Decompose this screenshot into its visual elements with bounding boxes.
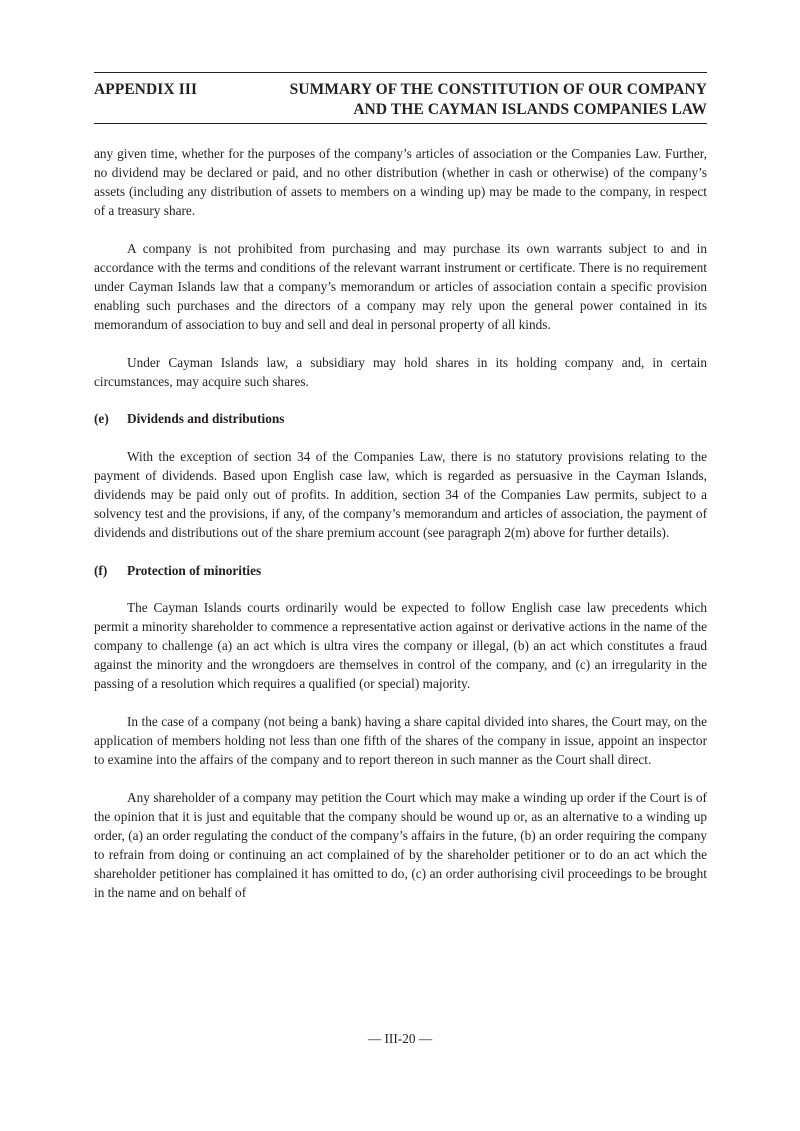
paragraph-subsidiary: Under Cayman Islands law, a subsidiary may hold shares in its holding company and, in certain circumstances, may acquire such shares. <box>94 354 707 389</box>
paragraph-continued: any given time, whether for the purposes of the company’s articles of association or the Companies Law. Further, no dividend may be declared or paid, and no other distribution (whether in cash or otherwise) of the company’s assets (including any distribution of assets to members on a winding up) may be made to the company, in respect of a treasury share. <box>94 146 707 219</box>
document-body <box>94 144 707 921</box>
section-title: Dividends and distributions <box>127 411 285 427</box>
section-title: Protection of minorities <box>127 562 262 578</box>
paragraph-dividends: With the exception of section 34 of the Companies Law, there is no statutory provisions relating to the payment of dividends. Based upon English case law, which is regarded as persuasive in the Cayman Islands, dividends may be paid only out of profits. In addition, section 34 of the Companies Law permits, subject to a solvency test and the provisions, if any, of the company’s memorandum and articles of association, the payment of dividends and distributions out of the share premium account (see paragraph 2(m) above for further details). <box>94 448 707 541</box>
section-heading-minorities <box>94 561 707 580</box>
section-label: (e) <box>94 411 109 427</box>
header-title-line-1: SUMMARY OF THE CONSTITUTION OF OUR COMPANY <box>289 81 707 98</box>
header-title-line-2: AND THE CAYMAN ISLANDS COMPANIES LAW <box>353 101 707 118</box>
paragraph-inspector: In the case of a company (not being a bank) having a share capital divided into shares, the Court may, on the application of members holding not less than one fifth of the shares of the company in issue, appoint an inspector to examine into the affairs of the company and to report thereon in such manner as the Court shall direct. <box>94 713 707 768</box>
header-top-rule <box>94 72 707 73</box>
paragraph-warrants: A company is not prohibited from purchasing and may purchase its own warrants subject to and in accordance with the terms and conditions of the relevant warrant instrument or certificate. There is no requirement under Cayman Islands law that a company’s memorandum or articles of association contain a specific provision enabling such purchases and the directors of a company may rely upon the general power contained in its memorandum of association to buy and sell and deal in personal property of all kinds. <box>94 240 707 333</box>
appendix-label: APPENDIX III <box>94 81 198 98</box>
header-bottom-rule <box>94 123 707 124</box>
paragraph-petition: Any shareholder of a company may petition the Court which may make a winding up order if the Court is of the opinion that it is just and equitable that the company should be wound up or, as an alternative to a winding up order, (a) an order regulating the conduct of the company’s affairs in the future, (b) an order requiring the company to refrain from doing or continuing an act complained of by the shareholder petitioner or to do an act which the shareholder petitioner has complained it has omitted to do, (c) an order authorising civil proceedings to be brought in the name and on behalf of <box>94 789 707 901</box>
page-number: — III-20 — <box>367 1031 433 1046</box>
section-label: (f) <box>94 562 108 578</box>
paragraph-case-law: The Cayman Islands courts ordinarily would be expected to follow English case law precedents which permit a minority shareholder to commence a representative action against or derivative actions in the name of the company to challenge (a) an act which is ultra vires the company or illegal, (b) an act which constitutes a fraud against the minority and the wrongdoers are themselves in control of the company, and (c) an irregularity in the passing of a resolution which requires a qualified (or special) majority. <box>94 600 707 692</box>
section-heading-dividends <box>94 409 707 428</box>
